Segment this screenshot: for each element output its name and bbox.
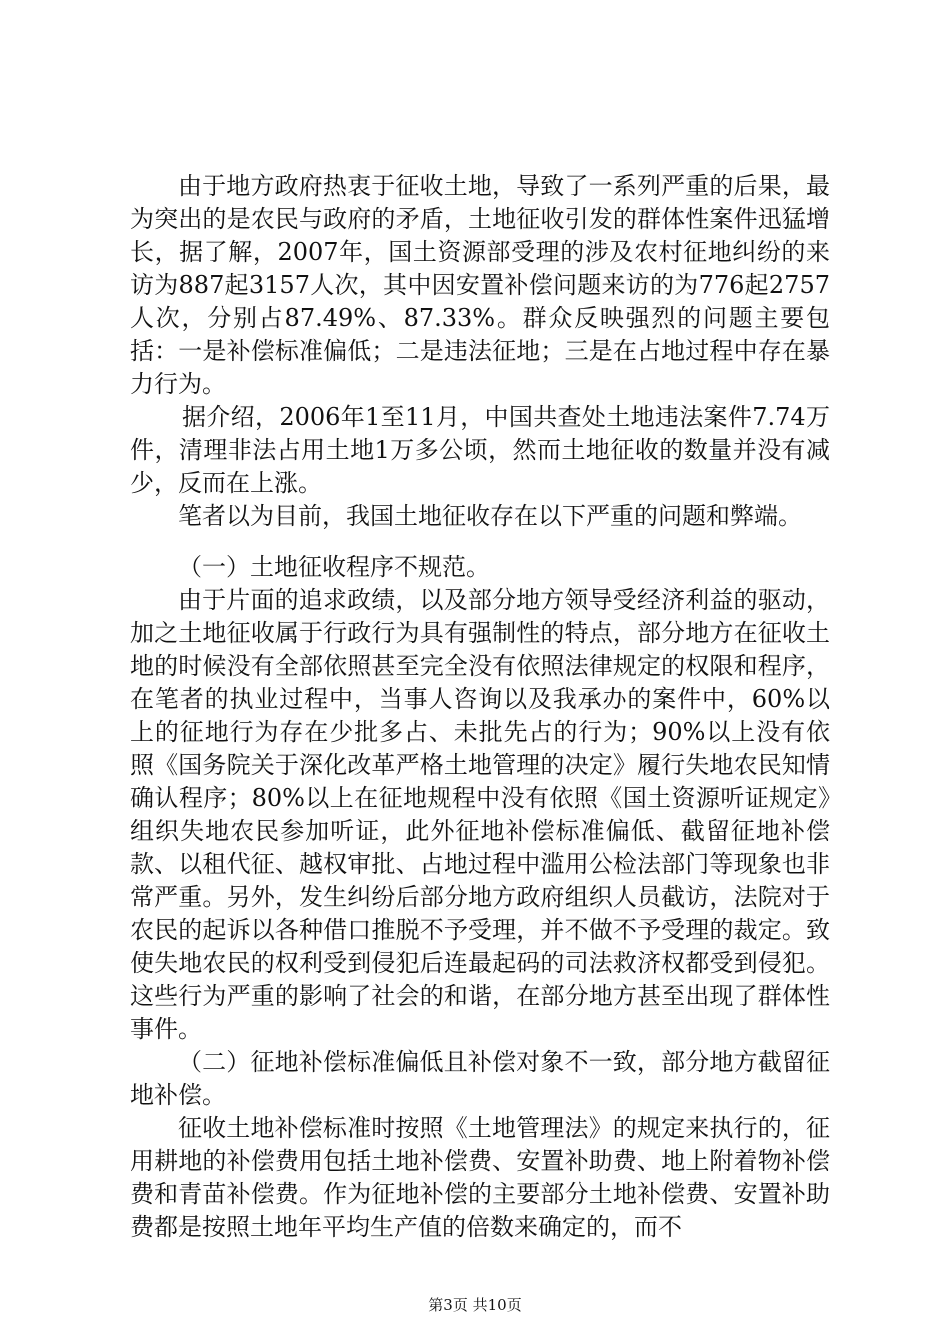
document-body <box>130 170 830 1244</box>
paragraph-procedure-issues: 由于片面的追求政绩，以及部分地方领导受经济利益的驱动，加之土地征收属于行政行为具有强制性的特点，部分地方在征收土地的时候没有全部依照甚至完全没有依照法律规定的权限和程序，在笔者的执业过程中，当事人咨询以及我承办的案件中，60%以上的征地行为存在少批多占、未批先占的行为；90%以上没有依照《国务院关于深化改革严格土地管理的决定》履行失地农民知情确认程序；80%以上在征地规程中没有依照《国土资源听证规定》组织失地农民参加听证，此外征地补偿标准偏低、截留征地补偿款、以租代征、越权审批、占地过程中滥用公检法部门等现象也非常严重。另外，发生纠纷后部分地方政府组织人员截访，法院对于农民的起诉以各种借口推脱不予受理，并不做不予受理的裁定。致使失地农民的权利受到侵犯后连最起码的司法救济权都受到侵犯。这些行为严重的影响了社会的和谐，在部分地方甚至出现了群体性事件。 <box>130 586 830 1043</box>
paragraph-statistics-2006: 据介绍，2006年1至11月，中国共查处土地违法案件7.74万件，清理非法占用土地1万多公顷，然而土地征收的数量并没有减少，反而在上涨。 <box>130 403 830 497</box>
paragraph-gap <box>130 533 830 551</box>
page-footer: 第3页 共10页 <box>428 1296 522 1314</box>
paragraph-compensation-standard: 征收土地补偿标准时按照《土地管理法》的规定来执行的，征用耕地的补偿费用包括土地补偿费、安置补助费、地上附着物补偿费和青苗补偿费。作为征地补偿的主要部分土地补偿费、安置补助费都是按照土地年平均生产值的倍数来确定的，而不 <box>130 1114 830 1241</box>
section-heading-1: （一）土地征收程序不规范。 <box>178 553 490 581</box>
paragraph-consequences: 由于地方政府热衷于征收土地，导致了一系列严重的后果，最为突出的是农民与政府的矛盾，土地征收引发的群体性案件迅猛增长，据了解，2007年，国土资源部受理的涉及农村征地纠纷的来访为887起3157人次，其中因安置补偿问题来访的为776起2757人次，分别占87.49%、87.33%。群众反映强烈的问题主要包括：一是补偿标准偏低；二是违法征地；三是在占地过程中存在暴力行为。 <box>130 172 830 398</box>
section-heading-2: （二）征地补偿标准偏低且补偿对象不一致，部分地方截留征地补偿。 <box>130 1048 830 1109</box>
paragraph-author-view: 笔者以为目前，我国土地征收存在以下严重的问题和弊端。 <box>178 502 802 530</box>
